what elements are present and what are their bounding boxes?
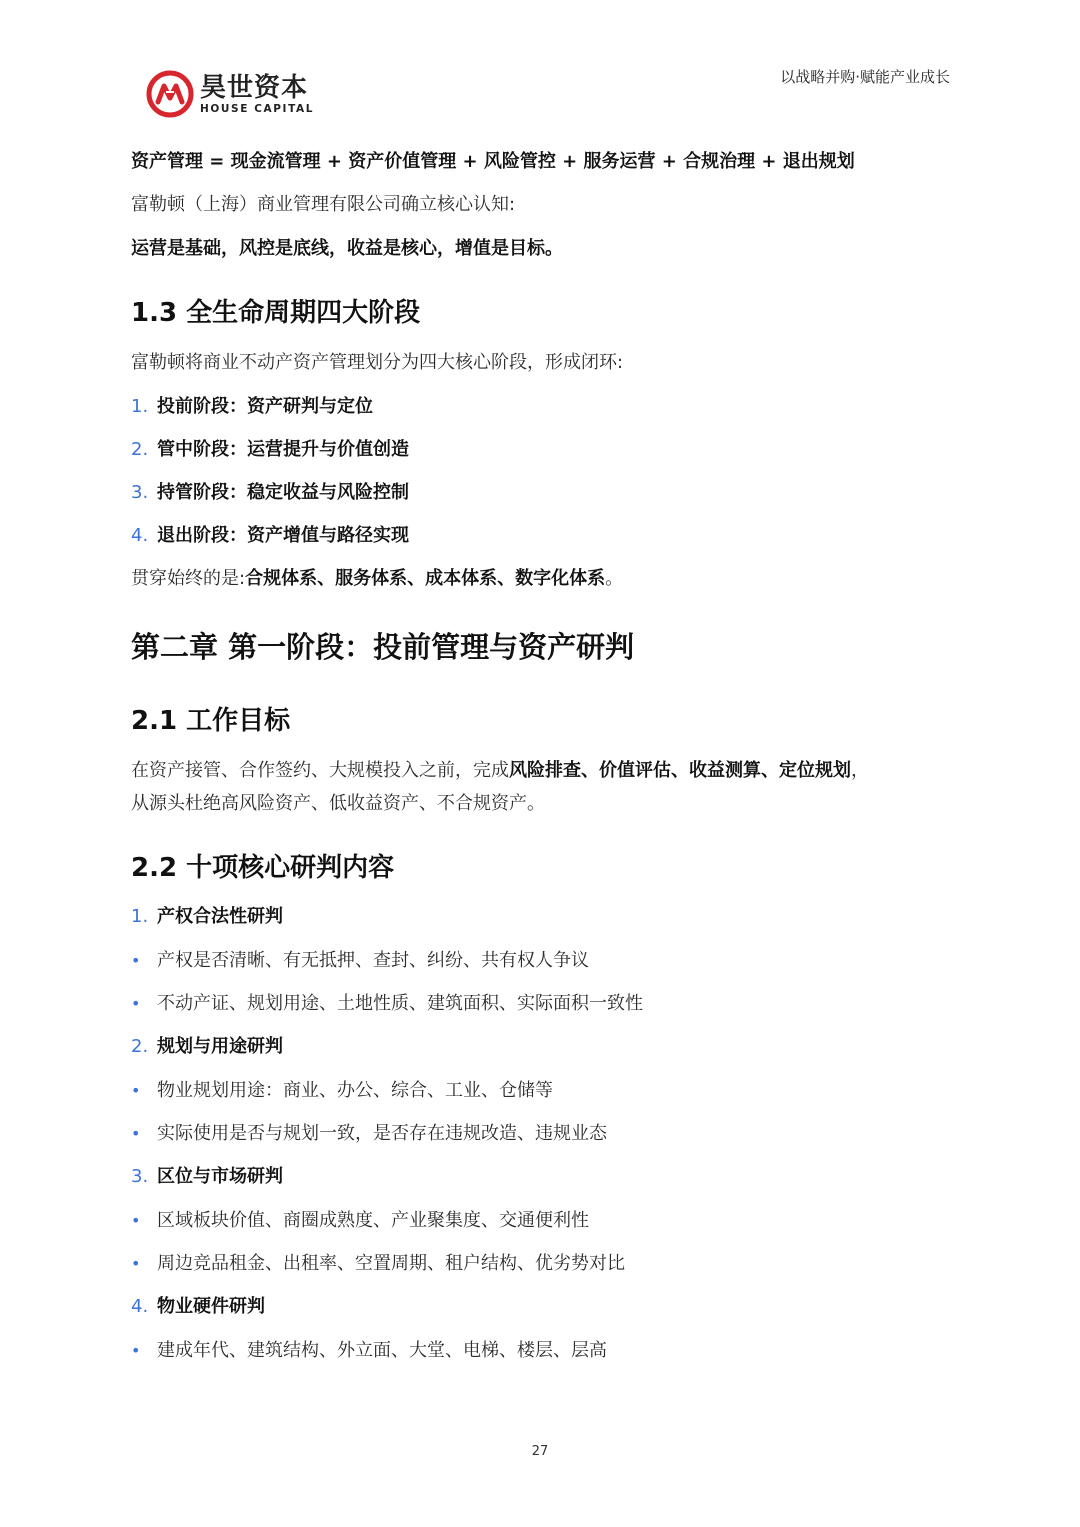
- stage-item-2: [131, 436, 409, 464]
- section-1-3-heading: 1.3 全生命周期四大阶段: [131, 298, 421, 328]
- research-item-2: [131, 1033, 283, 1061]
- bullet-icon: •: [131, 1341, 141, 1360]
- bullet-text: 不动产证、规划用途、土地性质、建筑面积、实际面积一致性: [157, 993, 643, 1014]
- stage-number: 1.: [131, 396, 149, 417]
- item-number: 3.: [131, 1166, 149, 1187]
- list-item: [131, 1120, 607, 1148]
- bullet-icon: •: [131, 1254, 141, 1273]
- bullet-icon: •: [131, 951, 141, 970]
- stage-item-1: [131, 393, 373, 421]
- bullet-text: 建成年代、建筑结构、外立面、大堂、电梯、楼层、层高: [157, 1340, 607, 1361]
- item-title: 产权合法性研判: [157, 906, 283, 927]
- item-number: 2.: [131, 1036, 149, 1057]
- company-cognition-line: 富勒顿（上海）商业管理有限公司确立核心认知:: [131, 194, 516, 215]
- bullet-text: 周边竞品租金、出租率、空置周期、租户结构、优劣势对比: [157, 1253, 625, 1274]
- page-header: [0, 0, 1080, 130]
- goal-tasks: 风险排查、价值评估、收益测算、定位规划: [509, 760, 851, 781]
- list-item: [131, 1250, 625, 1278]
- bullet-text: 物业规划用途：商业、办公、综合、工业、仓储等: [157, 1080, 553, 1101]
- bullet-icon: •: [131, 994, 141, 1013]
- section-2-1-line-2: 从源头杜绝高风险资产、低收益资产、不合规资产。: [131, 793, 545, 814]
- company-logo: [146, 70, 314, 118]
- section-2-2-heading: 2.2 十项核心研判内容: [131, 853, 395, 883]
- stage-text: 持管阶段：稳定收益与风险控制: [157, 482, 409, 503]
- stage-number: 4.: [131, 525, 149, 546]
- through-systems: 合规体系、服务体系、成本体系、数字化体系: [245, 568, 606, 589]
- logo-chinese-name: 昊世资本: [200, 73, 309, 103]
- item-title: 区位与市场研判: [157, 1166, 283, 1187]
- logo-english-name: HOUSE CAPITAL: [200, 103, 315, 115]
- list-item: [131, 1337, 607, 1365]
- bullet-icon: •: [131, 1081, 141, 1100]
- stage-number: 2.: [131, 439, 149, 460]
- research-item-1: [131, 903, 283, 931]
- bullet-text: 实际使用是否与规划一致，是否存在违规改造、违规业态: [157, 1123, 607, 1144]
- through-line: [131, 565, 623, 593]
- logo-icon: [146, 70, 194, 118]
- list-item: [131, 1207, 589, 1235]
- core-statement: 运营是基础，风控是底线，收益是核心，增值是目标。: [131, 238, 563, 259]
- item-title: 物业硬件研判: [157, 1296, 265, 1317]
- bullet-icon: •: [131, 1211, 141, 1230]
- stage-text: 投前阶段：资产研判与定位: [157, 396, 373, 417]
- goal-prefix: 在资产接管、合作签约、大规模投入之前，完成: [131, 760, 509, 781]
- bullet-text: 区域板块价值、商圈成熟度、产业聚集度、交通便利性: [157, 1210, 589, 1231]
- logo-text: [200, 73, 314, 115]
- section-1-3-lead: 富勒顿将商业不动产资产管理划分为四大核心阶段，形成闭环:: [131, 352, 624, 373]
- stage-text: 退出阶段：资产增值与路径实现: [157, 525, 409, 546]
- stage-item-3: [131, 479, 409, 507]
- goal-suffix: ，: [851, 760, 869, 781]
- item-number: 1.: [131, 906, 149, 927]
- item-title: 规划与用途研判: [157, 1036, 283, 1057]
- research-item-3: [131, 1163, 283, 1191]
- bullet-icon: •: [131, 1124, 141, 1143]
- list-item: [131, 990, 643, 1018]
- research-item-4: [131, 1293, 265, 1321]
- section-2-1-line-1: [131, 757, 869, 785]
- bullet-text: 产权是否清晰、有无抵押、查封、纠纷、共有权人争议: [157, 950, 589, 971]
- item-number: 4.: [131, 1296, 149, 1317]
- asset-management-formula: 资产管理 = 现金流管理 + 资产价值管理 + 风险管控 + 服务运营 + 合规治理 + 退出规划: [131, 151, 855, 172]
- list-item: [131, 947, 589, 975]
- header-slogan: 以战略并购·赋能产业成长: [780, 68, 950, 86]
- list-item: [131, 1077, 553, 1105]
- stage-text: 管中阶段：运营提升与价值创造: [157, 439, 409, 460]
- section-2-1-heading: 2.1 工作目标: [131, 706, 291, 736]
- stage-item-4: [131, 522, 409, 550]
- through-prefix: 贯穿始终的是:: [131, 568, 246, 589]
- chapter-2-heading: 第二章 第一阶段：投前管理与资产研判: [131, 630, 635, 664]
- page-number: 27: [531, 1444, 549, 1459]
- through-suffix: 。: [605, 568, 624, 589]
- stage-number: 3.: [131, 482, 149, 503]
